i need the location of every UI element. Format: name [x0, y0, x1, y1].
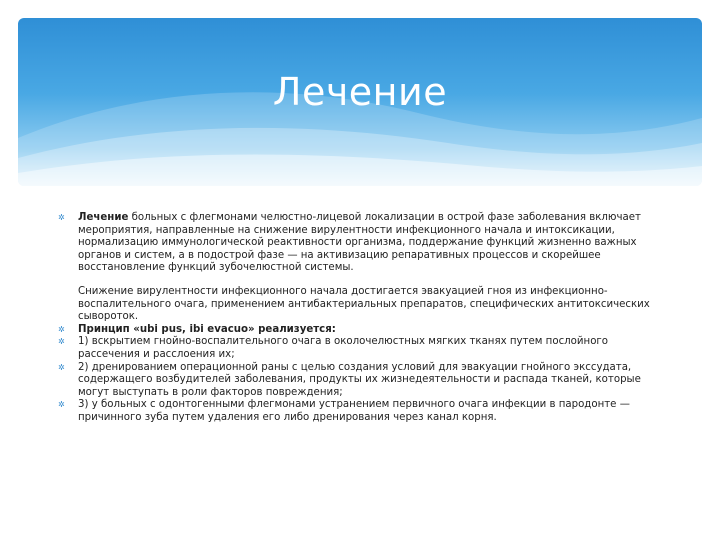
- slide-body: [58, 212, 650, 425]
- paragraph-step-2: [58, 361, 650, 400]
- title-banner: [18, 18, 702, 186]
- sun-star-icon: ✲: [58, 324, 65, 334]
- paragraph-text: 1) вскрытием гнойно-воспалительного очага в околочелюстных мягких тканях путем послойного рассечения и расслоения их;: [78, 336, 609, 360]
- paragraph-lead: Лечение: [78, 212, 129, 223]
- sun-star-icon: ✲: [58, 337, 65, 347]
- paragraph-treatment: [58, 212, 650, 275]
- slide-title: Лечение: [272, 70, 448, 114]
- paragraph-text: больных с флегмонами челюстно-лицевой локализации в острой фазе заболевания включает мероприятия, направленные на снижение вирулентности инфекционного начала и интоксикации, нормализацию иммунологической реактивности организма, поддержание функций жизненно важных органов и систем, а в подострой фазе — на активизацию репаративных процессов и скорейшее восстановление функций зубочелюстной системы.: [78, 212, 641, 274]
- paragraph-text: Снижение вирулентности инфекционного начала достигается эвакуацией гноя из инфекционно-воспалительного очага, применением антибактериальных препаратов, специфических антитоксических сывороток.: [78, 285, 650, 323]
- sun-star-icon: ✲: [58, 213, 65, 222]
- sun-star-icon: ✲: [58, 400, 65, 410]
- paragraph-step-3: [58, 399, 650, 424]
- paragraph-step-1: [58, 336, 650, 361]
- principle-heading: Принцип «ubi pus, ibi evacuo» реализуется:: [78, 323, 336, 335]
- paragraph-virulence: [78, 286, 650, 324]
- paragraph-principle: [58, 323, 650, 337]
- sun-star-icon: ✲: [58, 362, 65, 372]
- paragraph-text: 3) у больных с одонтогенными флегмонами устранением первичного очага инфекции в пародонте — причинного зуба путем удаления его либо дренирования через канал корня.: [78, 399, 630, 423]
- paragraph-text: 2) дренированием операционной раны с целью создания условий для эвакуации гнойного экссудата, содержащего возбудителей заболевания, продукты их жизнедеятельности и распада тканей, которые могут выступать в роли факторов повреждения;: [78, 361, 641, 398]
